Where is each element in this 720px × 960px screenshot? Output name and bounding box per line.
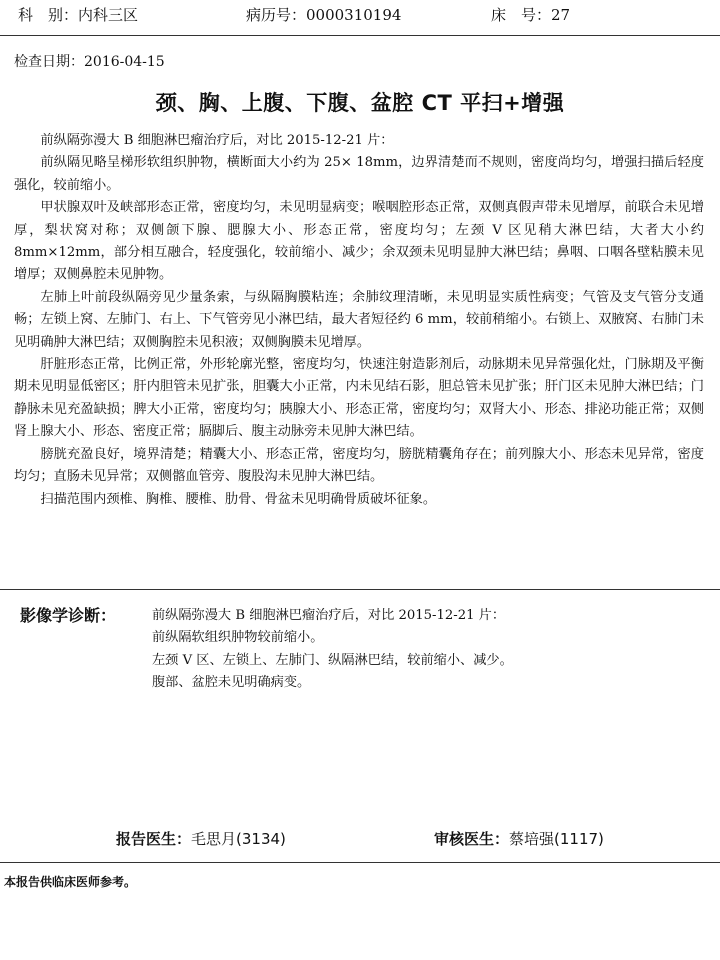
findings-paragraph: 甲状腺双叶及峡部形态正常，密度均匀，未见明显病变；喉咽腔形态正常，双侧真假声带未见增厚，前联合未见增厚，梨状窝对称；双侧颌下腺、腮腺大小、形态正常，密度均匀；左颈 V 区见稍大淋巴结，大者大小约 8mm×12mm，部分相互融合，轻度强化，较前缩小、减少；余双颈未见明显肿大淋巴结；鼻咽、口咽各壁粘膜未见增厚；双侧鼻腔未见肿物。 [14, 200, 704, 283]
exam-date: 检查日期：2016-04-15 [14, 54, 165, 70]
report-doctor-signature [116, 828, 286, 849]
diagnosis-line: 前纵隔弥漫大 B 细胞淋巴瘤治疗后，对比 2015-12-21 片： [152, 608, 506, 623]
report-doctor-label: 报告医生： [116, 830, 192, 848]
diagnosis-divider [0, 589, 720, 590]
findings-section [14, 130, 704, 511]
findings-paragraph: 前纵隔见略呈梯形软组织肿物，横断面大小约为 25× 18mm，边界清楚而不规则，密度尚均匀，增强扫描后轻度强化，较前缩小。 [14, 155, 704, 193]
diagnosis-label: 影像学诊断： [20, 606, 117, 625]
findings-paragraph: 膀胱充盈良好，境界清楚；精囊大小、形态正常，密度均匀，膀胱精囊角存在；前列腺大小、形态未见异常，密度均匀；直肠未见异常；双侧髂血管旁、腹股沟未见肿大淋巴结。 [14, 446, 704, 485]
review-doctor-label: 审核医生： [434, 830, 510, 848]
review-doctor-name: 蔡培强(1117) [509, 830, 604, 848]
diagnosis-section [152, 605, 712, 695]
footer-note: 本报告供临床医师参考。 [4, 875, 137, 889]
report-title: 颈、胸、上腹、下腹、盆腔 CT 平扫+增强 [155, 91, 565, 115]
department-field: 科 别：内科三区 [18, 6, 139, 24]
diagnosis-line: 腹部、盆腔未见明确病变。 [152, 675, 311, 691]
patient-header [0, 4, 720, 26]
footer-divider [0, 862, 720, 863]
diagnosis-line: 前纵隔软组织肿物较前缩小。 [152, 630, 324, 646]
record-number-field: 病历号：0000310194 [246, 6, 402, 24]
review-doctor-signature [434, 828, 604, 849]
diagnosis-line: 左颈 V 区、左锁上、左肺门、纵隔淋巴结，较前缩小、减少。 [152, 652, 513, 668]
findings-paragraph: 左肺上叶前段纵隔旁见少量条索，与纵隔胸膜粘连；余肺纹理清晰，未见明显实质性病变；气管及支气管分支通畅；左锁上窝、左肺门、右上、下气管旁见小淋巴结，最大者短径约 6 mm，较前稍缩小。右锁上、双腋窝、右肺门未见明确肿大淋巴结；双侧胸腔未见积液；双侧胸膜未见增厚。 [14, 289, 704, 350]
findings-paragraph: 肝脏形态正常，比例正常，外形轮廓光整，密度均匀，快速注射造影剂后，动脉期未见异常强化灶，门脉期及平衡期未见明显低密区；肝内胆管未见扩张，胆囊大小正常，内未见结石影，胆总管未见扩张；肝门区未见肿大淋巴结；门静脉未见充盈缺损；脾大小正常，密度均匀；胰腺大小、形态正常，密度均匀；双肾大小、形态、排泌功能正常；双侧肾上腺大小、形态、密度正常；膈脚后、腹主动脉旁未见肿大淋巴结。 [14, 357, 704, 440]
findings-paragraph: 前纵隔弥漫大 B 细胞淋巴瘤治疗后，对比 2015-12-21 片： [40, 133, 394, 148]
findings-paragraph: 扫描范围内颈椎、胸椎、腰椎、肋骨、骨盆未见明确骨质破坏征象。 [40, 491, 437, 507]
report-doctor-name: 毛思月(3134) [191, 830, 286, 848]
header-divider [0, 35, 720, 36]
bed-number-field: 床 号：27 [491, 6, 571, 24]
